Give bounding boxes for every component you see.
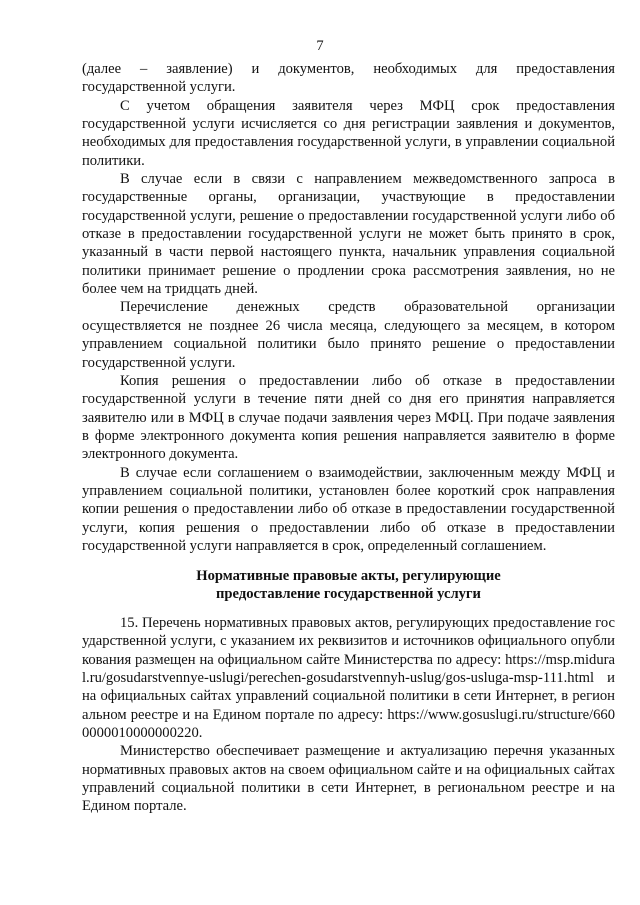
paragraph-decision-copy: Копия решения о предоставлении либо об отказе в предоставлении государственной услуги в течение пяти дней со дня его принятия направляется заявителю или в МФЦ в случае подачи заявления через МФЦ. При подаче заявления в форме электронного документа копия решения направляется заявителю в форме электронного документа. [82, 372, 615, 463]
paragraph-agreement-term: В случае если соглашением о взаимодействии, заключенным между МФЦ и управлением социальной политики, установлен более короткий срок направления копии решения о предоставлении либо об отказе в предоставлении государственной услуги, копия решения о предоставлении либо об отказе в предоставлении государственной услуги направляется в срок, определенный соглашением. [82, 464, 615, 554]
page-number: 7 [316, 38, 324, 54]
paragraph-ministry-publication: Министерство обеспечивает размещение и актуализацию перечня указанных нормативных правовых актов на своем официальном сайте и на официальных сайтах управлений социальной политики в сети Интернет, в региональном реестре и на Едином портале. [82, 743, 615, 815]
paragraph-funds-transfer: Перечисление денежных средств образовательной организации осуществляется не позднее 26 числа месяца, следующего за месяцем, в котором управлением социальной политики было принято решение о предоставлении государственной услуги. [82, 299, 615, 371]
paragraph-mfc-term: С учетом обращения заявителя через МФЦ срок предоставления государственной услуги исчисляется со дня регистрации заявления и документов, необходимых для предоставления государственной услуги, в управлении социальной политики. [82, 97, 615, 169]
paragraph-continuation: (далее – заявление) и документов, необходимых для предоставления государственной услуги. [82, 61, 615, 96]
section-heading-line-2: предоставление государственной услуги [216, 586, 481, 603]
body-text-bottom [82, 614, 615, 816]
section-heading-line-1: Нормативные правовые акты, регулирующие [196, 568, 501, 584]
section-heading [82, 567, 615, 604]
paragraph-term-extension: В случае если в связи с направлением межведомственного запроса в государственные органы, организации, участвующие в предоставлении государственной услуги, решение о предоставлении государственной услуги либо об отказе в предоставлении государственной услуги не может быть принято в срок, указанный в части первой настоящего пункта, начальник управления социальной политики принимает решение о продлении срока рассмотрения заявления, но не более чем на тридцать дней. [82, 171, 615, 298]
paragraph-legal-acts-list: 15. Перечень нормативных правовых актов, регулирующих предоставление государственной услуги, с указанием их реквизитов и источников официального опубликования размещен на официальном сайте Министерства по адресу: https://msp.midural.ru/gosudarstvennye-uslugi/perechen-gosudarstvennyh-uslug/gos-usluga-msp-111.html и на официальных сайтах управлений социальной политики в сети Интернет, в региональном реестре и на Едином портале по адресу: https://www.gosuslugi.ru/structure/6600000010000000220. [82, 615, 615, 742]
body-text-top [82, 60, 615, 555]
